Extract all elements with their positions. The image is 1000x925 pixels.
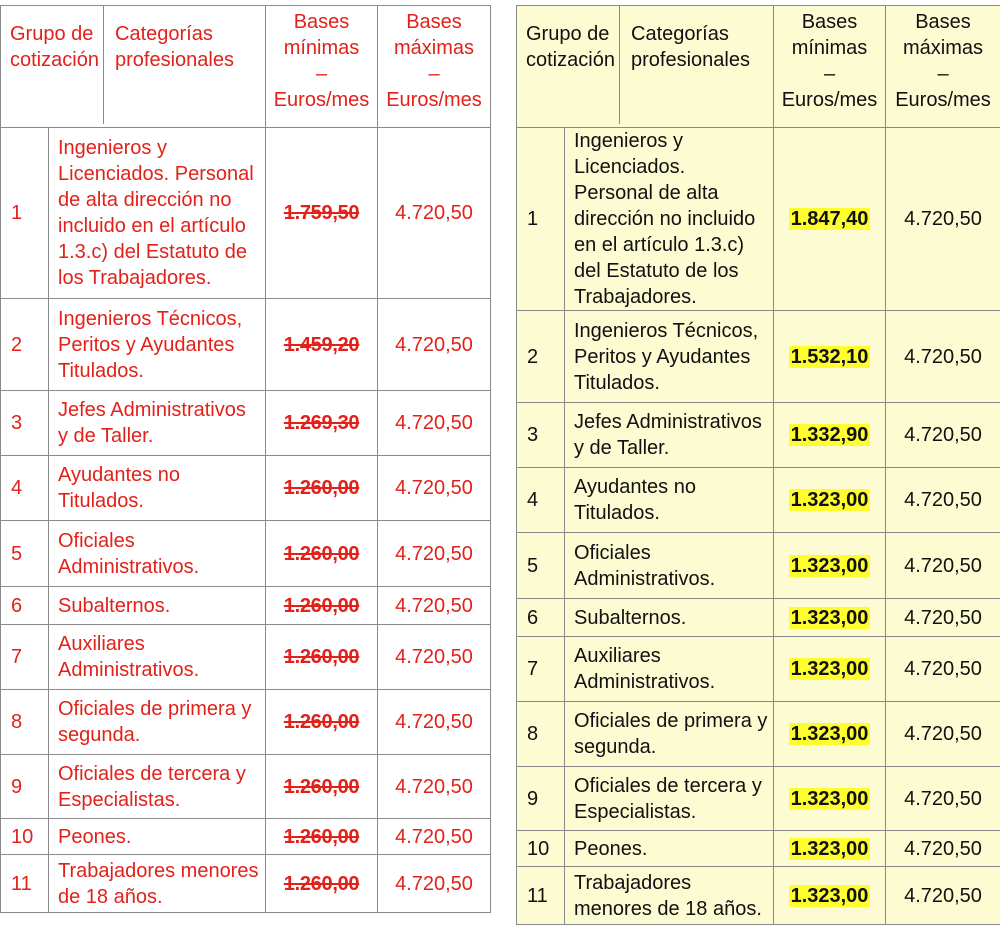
new-min-base-value: 1.323,00 — [789, 555, 871, 577]
category-name: Ingenieros y Licenciados. Personal de alta dirección no incluido en el artículo 1.3.c) del Estatuto de los Trabajadores. — [565, 128, 774, 311]
category-name: Oficiales de tercera y Especialistas. — [565, 767, 774, 831]
max-base-header: Bases máximas – Euros/mes — [886, 6, 1000, 128]
group-number: 2 — [517, 311, 565, 403]
max-base-value: 4.720,50 — [378, 128, 491, 299]
table-row — [1, 456, 491, 521]
min-base-cell — [266, 521, 378, 587]
group-number: 9 — [517, 767, 565, 831]
group-number: 6 — [1, 587, 49, 625]
max-base-value: 4.720,50 — [886, 867, 1000, 925]
max-base-value: 4.720,50 — [886, 767, 1000, 831]
max-base-value: 4.720,50 — [886, 468, 1000, 533]
category-name: Auxiliares Administrativos. — [565, 637, 774, 702]
old-min-base-value: 1.260,00 — [284, 646, 359, 668]
table-row — [1, 299, 491, 391]
min-base-cell — [266, 755, 378, 819]
old-min-base-value: 1.260,00 — [284, 776, 359, 798]
group-number: 11 — [1, 855, 49, 913]
group-number: 2 — [1, 299, 49, 391]
table-row — [1, 755, 491, 819]
min-base-cell — [266, 299, 378, 391]
new-min-base-value: 1.323,00 — [789, 885, 871, 907]
category-header: Categorías profesionales — [620, 6, 773, 124]
table-row — [517, 637, 1000, 702]
new-min-base-value: 1.323,00 — [789, 607, 871, 629]
group-number: 10 — [517, 831, 565, 867]
max-base-value: 4.720,50 — [886, 702, 1000, 767]
category-name: Trabajadores menores de 18 años. — [565, 867, 774, 925]
new-min-base-value: 1.323,00 — [789, 838, 871, 860]
min-base-cell — [774, 533, 886, 599]
new-table-body — [517, 128, 1000, 925]
table-row — [517, 599, 1000, 637]
category-name: Peones. — [49, 819, 266, 855]
old-min-base-value: 1.260,00 — [284, 477, 359, 499]
group-number: 11 — [517, 867, 565, 925]
old-min-base-value: 1.260,00 — [284, 595, 359, 617]
new-min-base-value: 1.323,00 — [789, 723, 871, 745]
group-number: 10 — [1, 819, 49, 855]
category-name: Subalternos. — [49, 587, 266, 625]
max-base-value: 4.720,50 — [886, 831, 1000, 867]
old-min-base-value: 1.260,00 — [284, 826, 359, 848]
min-base-cell — [266, 855, 378, 913]
group-number: 4 — [517, 468, 565, 533]
max-base-value: 4.720,50 — [886, 599, 1000, 637]
max-base-value: 4.720,50 — [378, 299, 491, 391]
max-base-value: 4.720,50 — [886, 128, 1000, 311]
group-number: 1 — [1, 128, 49, 299]
min-base-cell — [774, 599, 886, 637]
table-row — [1, 819, 491, 855]
min-base-cell — [266, 456, 378, 521]
new-min-base-value: 1.332,90 — [789, 424, 871, 446]
min-base-header: Bases mínimas – Euros/mes — [266, 6, 378, 128]
group-number: 5 — [517, 533, 565, 599]
old-min-base-value: 1.269,30 — [284, 412, 359, 434]
group-number: 9 — [1, 755, 49, 819]
category-name: Jefes Administrativos y de Taller. — [565, 403, 774, 468]
max-base-header: Bases máximas – Euros/mes — [378, 6, 491, 128]
category-header: Categorías profesionales — [104, 6, 265, 124]
table-row — [1, 625, 491, 690]
max-base-value: 4.720,50 — [378, 521, 491, 587]
table-header-row — [1, 6, 491, 128]
min-base-cell — [774, 767, 886, 831]
category-name: Trabajadores menores de 18 años. — [49, 855, 266, 913]
max-base-value: 4.720,50 — [378, 625, 491, 690]
group-number: 5 — [1, 521, 49, 587]
min-base-cell — [774, 128, 886, 311]
table-row — [517, 867, 1000, 925]
category-name: Oficiales Administrativos. — [565, 533, 774, 599]
table-row — [517, 831, 1000, 867]
max-base-value: 4.720,50 — [378, 819, 491, 855]
group-number: 3 — [1, 391, 49, 456]
min-base-cell — [774, 403, 886, 468]
table-row — [1, 587, 491, 625]
min-base-cell — [774, 311, 886, 403]
category-name: Subalternos. — [565, 599, 774, 637]
table-row — [517, 311, 1000, 403]
min-base-cell — [774, 831, 886, 867]
new-min-base-value: 1.323,00 — [789, 788, 871, 810]
group-number: 7 — [1, 625, 49, 690]
max-base-value: 4.720,50 — [378, 755, 491, 819]
max-base-value: 4.720,50 — [378, 690, 491, 755]
table-row — [517, 403, 1000, 468]
min-base-cell — [774, 867, 886, 925]
max-base-value: 4.720,50 — [886, 533, 1000, 599]
max-base-value: 4.720,50 — [378, 855, 491, 913]
category-name: Oficiales de tercera y Especialistas. — [49, 755, 266, 819]
previous-table-body — [1, 128, 491, 913]
max-base-value: 4.720,50 — [378, 587, 491, 625]
category-name: Oficiales de primera y segunda. — [49, 690, 266, 755]
old-min-base-value: 1.759,50 — [284, 202, 359, 224]
group-number: 3 — [517, 403, 565, 468]
previous-bases-table — [0, 5, 491, 913]
new-min-base-value: 1.323,00 — [789, 658, 871, 680]
category-name: Ayudantes no Titulados. — [565, 468, 774, 533]
max-base-value: 4.720,50 — [886, 311, 1000, 403]
min-base-cell — [774, 637, 886, 702]
new-min-base-value: 1.532,10 — [789, 346, 871, 368]
group-header: Grupo de cotización — [1, 6, 104, 124]
category-name: Jefes Administrativos y de Taller. — [49, 391, 266, 456]
min-base-header: Bases mínimas – Euros/mes — [774, 6, 886, 128]
group-number: 7 — [517, 637, 565, 702]
old-min-base-value: 1.260,00 — [284, 543, 359, 565]
table-header-row — [517, 6, 1000, 128]
table-row — [517, 702, 1000, 767]
category-name: Oficiales de primera y segunda. — [565, 702, 774, 767]
min-base-cell — [774, 702, 886, 767]
old-min-base-value: 1.459,20 — [284, 334, 359, 356]
min-base-cell — [266, 690, 378, 755]
new-min-base-value: 1.323,00 — [789, 489, 871, 511]
group-number: 8 — [1, 690, 49, 755]
max-base-value: 4.720,50 — [886, 637, 1000, 702]
min-base-cell — [266, 625, 378, 690]
min-base-cell — [266, 587, 378, 625]
category-name: Peones. — [565, 831, 774, 867]
category-name: Ingenieros Técnicos, Peritos y Ayudantes Titulados. — [565, 311, 774, 403]
table-row — [1, 690, 491, 755]
max-base-value: 4.720,50 — [378, 391, 491, 456]
category-name: Auxiliares Administrativos. — [49, 625, 266, 690]
group-number: 4 — [1, 456, 49, 521]
group-header: Grupo de cotización — [517, 6, 620, 124]
min-base-cell — [266, 391, 378, 456]
max-base-value: 4.720,50 — [378, 456, 491, 521]
new-bases-table — [516, 5, 1000, 925]
category-name: Oficiales Administrativos. — [49, 521, 266, 587]
category-name: Ingenieros Técnicos, Peritos y Ayudantes Titulados. — [49, 299, 266, 391]
category-name: Ingenieros y Licenciados. Personal de alta dirección no incluido en el artículo 1.3.c) del Estatuto de los Trabajadores. — [49, 128, 266, 299]
table-row — [1, 521, 491, 587]
old-min-base-value: 1.260,00 — [284, 873, 359, 895]
table-row — [517, 468, 1000, 533]
max-base-value: 4.720,50 — [886, 403, 1000, 468]
category-name: Ayudantes no Titulados. — [49, 456, 266, 521]
table-row — [1, 855, 491, 913]
min-base-cell — [266, 819, 378, 855]
group-number: 8 — [517, 702, 565, 767]
table-row — [517, 128, 1000, 311]
min-base-cell — [774, 468, 886, 533]
table-row — [517, 767, 1000, 831]
new-min-base-value: 1.847,40 — [789, 208, 871, 230]
old-min-base-value: 1.260,00 — [284, 711, 359, 733]
table-row — [1, 128, 491, 299]
table-row — [1, 391, 491, 456]
group-number: 6 — [517, 599, 565, 637]
table-row — [517, 533, 1000, 599]
group-number: 1 — [517, 128, 565, 311]
min-base-cell — [266, 128, 378, 299]
